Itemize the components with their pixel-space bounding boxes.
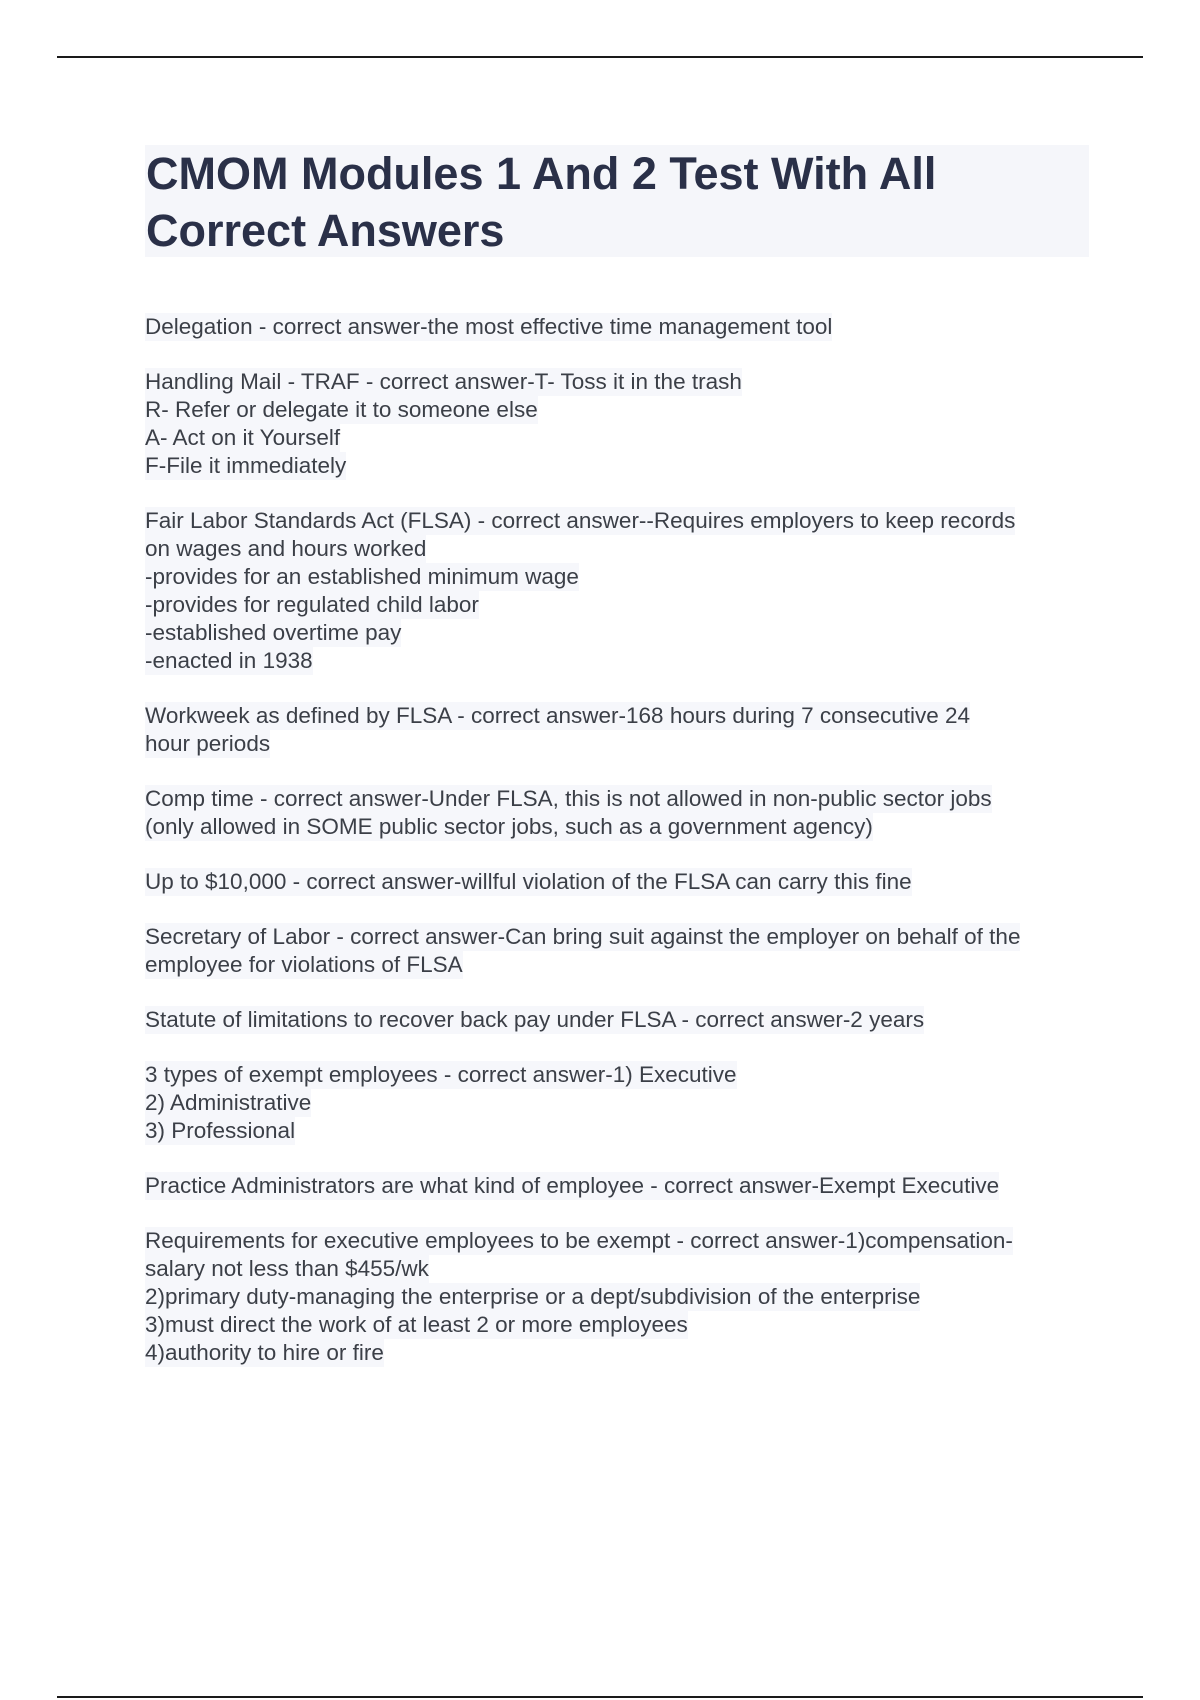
qa-entry-handling-mail	[145, 368, 1095, 480]
qa-line: salary not less than $455/wk	[145, 1256, 429, 1281]
qa-entry-comp-time	[145, 785, 1095, 841]
qa-entry-statute-of-limitations	[145, 1006, 1095, 1034]
qa-entry-exempt-types	[145, 1061, 1095, 1145]
qa-line: -enacted in 1938	[145, 648, 313, 673]
qa-entry-workweek	[145, 702, 1095, 758]
title-line-2: Correct Answers	[146, 205, 505, 256]
qa-line: A- Act on it Yourself	[145, 425, 341, 450]
qa-line: 2)primary duty-managing the enterprise or a dept/subdivision of the enterprise	[145, 1284, 921, 1309]
qa-line: 3) Professional	[145, 1118, 296, 1143]
title-line-1: CMOM Modules 1 And 2 Test With All	[146, 148, 937, 199]
qa-entry-fine	[145, 868, 1095, 896]
qa-line: Comp time - correct answer-Under FLSA, this is not allowed in non-public sector jobs	[145, 786, 992, 811]
qa-line: Statute of limitations to recover back pay under FLSA - correct answer-2 years	[145, 1007, 925, 1032]
qa-line: Delegation - correct answer-the most effective time management tool	[145, 314, 833, 339]
qa-entry-executive-requirements	[145, 1227, 1095, 1367]
qa-line: on wages and hours worked	[145, 536, 427, 561]
qa-entry-secretary-of-labor	[145, 923, 1095, 979]
footer-rule	[57, 1696, 1143, 1698]
qa-line: R- Refer or delegate it to someone else	[145, 397, 538, 422]
qa-line: -provides for regulated child labor	[145, 592, 479, 617]
qa-line: F-File it immediately	[145, 453, 347, 478]
header-rule	[57, 56, 1143, 58]
document-title	[146, 145, 1086, 259]
qa-line: Practice Administrators are what kind of employee - correct answer-Exempt Executive	[145, 1173, 1000, 1198]
qa-line: 3)must direct the work of at least 2 or more employees	[145, 1312, 688, 1337]
qa-list	[145, 313, 1095, 1394]
qa-line: 4)authority to hire or fire	[145, 1340, 384, 1365]
qa-line: Workweek as defined by FLSA - correct answer-168 hours during 7 consecutive 24	[145, 703, 971, 728]
qa-line: -provides for an established minimum wage	[145, 564, 579, 589]
qa-line: hour periods	[145, 731, 271, 756]
qa-entry-practice-administrators	[145, 1172, 1095, 1200]
qa-line: Handling Mail - TRAF - correct answer-T- Toss it in the trash	[145, 369, 742, 394]
qa-line: (only allowed in SOME public sector jobs, such as a government agency)	[145, 814, 873, 839]
qa-line: 2) Administrative	[145, 1090, 312, 1115]
qa-line: Requirements for executive employees to be exempt - correct answer-1)compensation-	[145, 1228, 1013, 1253]
qa-line: employee for violations of FLSA	[145, 952, 463, 977]
qa-line: -established overtime pay	[145, 620, 402, 645]
qa-line: 3 types of exempt employees - correct answer-1) Executive	[145, 1062, 737, 1087]
qa-line: Up to $10,000 - correct answer-willful violation of the FLSA can carry this fine	[145, 869, 912, 894]
qa-line: Secretary of Labor - correct answer-Can bring suit against the employer on behalf of the	[145, 924, 1021, 949]
qa-line: Fair Labor Standards Act (FLSA) - correct answer--Requires employers to keep records	[145, 508, 1016, 533]
qa-entry-flsa	[145, 507, 1095, 675]
qa-entry-delegation	[145, 313, 1095, 341]
